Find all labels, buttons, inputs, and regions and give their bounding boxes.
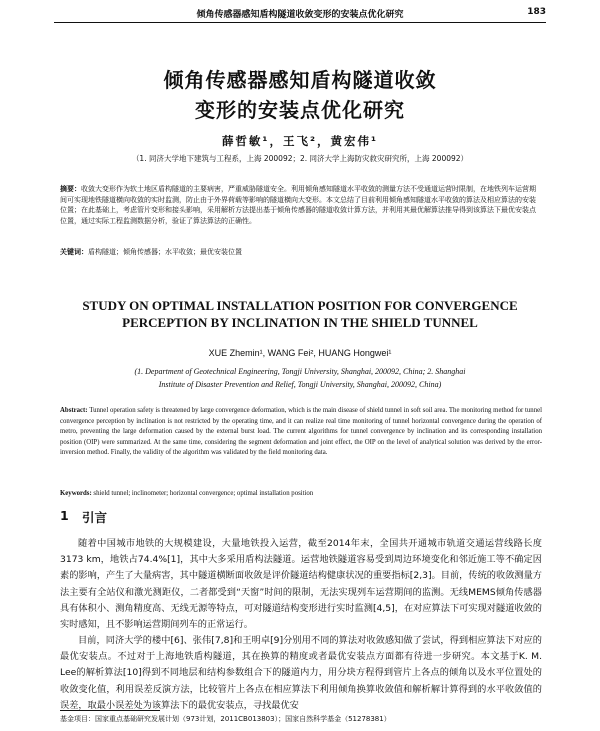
en-abstract — [60, 406, 542, 459]
zh-keywords-label: 关键词： — [60, 248, 88, 256]
en-affiliation-line1: (1. Department of Geotechnical Engineering, Tongji University, Shanghai, 200092, China; 2. Shanghai — [134, 367, 466, 376]
en-abstract-label: Abstract: — [60, 407, 88, 414]
en-keywords — [60, 490, 542, 497]
zh-keywords — [60, 247, 542, 257]
zh-authors: 薛哲敏¹，王飞²，黄宏伟¹ — [221, 134, 379, 148]
section-title: 引言 — [82, 510, 108, 525]
zh-keywords-text: 盾构隧道；倾角传感器；水平收敛；最优安装位置 — [88, 248, 242, 256]
en-keywords-text: shield tunnel; inclinometer; horizontal convergence; optimal installation position — [93, 490, 314, 497]
header-rule — [54, 22, 546, 23]
body-paragraph-2: 目前，同济大学的楼中[6]、张伟[7,8]和王明卓[9]分别用不同的算法对收敛感知做了尝试，得到相应算法下对应的最优安装点。不过对于上海地铁盾构隧道，其在换算的精度或者最优安装点方面都有待进一步研究。本文基于K. M. Lee的解析算法[10]得到不同地层和结构参数组合下的隧道内力，用分块方程得到管片上各点的倾角以及水平位置处的收敛变化值，利用误差反演方法，比较管片上各点在相应算法下利用倾角换算收敛值和解析解计算得到的水平收敛值的误差，取最小误差处为该算法下的最优安装点，寻找最优安 — [60, 635, 542, 711]
running-header — [0, 0, 600, 22]
footnote: 基金项目：国家重点基础研究发展计划（973计划，2011CB013803）；国家自然科学基金（51278381） — [60, 715, 391, 723]
en-authors: XUE Zhemin¹, WANG Fei², HUANG Hongwei¹ — [208, 348, 392, 358]
page-number: 183 — [527, 7, 546, 17]
zh-title-line2: 变形的安装点优化研究 — [195, 98, 405, 122]
en-title-line2: PERCEPTION BY INCLINATION IN THE SHIELD TUNNEL — [122, 315, 478, 330]
running-title: 倾角传感器感知盾构隧道收敛变形的安装点优化研究 — [196, 10, 404, 20]
en-abstract-text: Tunnel operation safety is threatened by large convergence deformation, which is the main disease of shield tunnel in soft soil area. The monitoring method for tunnel convergence perception by inclination is not restricted by the operating time, and it can realize real time monitoring of tunnel horizontal convergence during the operation of metro, preventing the large deformation caused by the external burst load. The current algorithms for tunnel convergence by inclination and its corresponding installation position (OIP) were summarized. At the same time, considering the segment deformation and joint effect, the OIP on the level of analytical solution was derived by the error-inversion method. Finally, the validity of the algorithm was validated by the field monitoring data. — [60, 407, 542, 457]
zh-affiliation: （1. 同济大学地下建筑与工程系，上海 200092；2. 同济大学上海防灾救灾研究所，上海 200092） — [131, 154, 469, 163]
section-number: 1 — [60, 508, 69, 523]
zh-abstract-text: 收敛大变形作为软土地区盾构隧道的主要病害，严重威胁隧道安全。利用倾角感知隧道水平收敛的测量方法不受通道运营时限制，在地铁列车运营期间可实现地铁隧道横向收敛的实时监测，防止由于外界荷载等影响的隧道横向大变形。本文总结了目前利用倾角感知隧道水平收敛的算法及相应算法的安装位置；在此基础上，考虑管片变形和接头影响，采用解析方法提出基于倾角传感器的隧道收敛计算方法，并利用其最优解算法推导得到该算法下最优安装点位置，通过实际工程监测数据分析，验证了算法算法的正确性。 — [60, 185, 536, 225]
en-title-line1: STUDY ON OPTIMAL INSTALLATION POSITION FOR CONVERGENCE — [82, 298, 518, 313]
zh-title-line1: 倾角传感器感知盾构隧道收敛 — [163, 68, 437, 92]
body-paragraph-1: 随着中国城市地铁的大规模建设，大量地铁投入运营，截至2014年末，全国共开通城市轨道交通运营线路长度3173 km，地铁占74.4%[1]，其中大多采用盾构法隧道。运营地铁隧道容易受到周边环境变化和邻近施工等不确定因素的影响，产生了大量病害，其中隧道横断面收敛是评价隧道结构健康状况的重要指标[2,3]。目前，传统的收敛测量方法主要有全站仪和激光测距仪，二者都受到“天窗”时间的限制，无法实现列车运营期间的监测。无线MEMS倾角传感器具有体积小、测角精度高、无线无源等特点，可对隧道结构变形进行实时监测[4,5]，在对应算法下可实现对隧道收敛的实时感知，且不影响运营期间列车的正常运行。 — [60, 538, 542, 631]
zh-abstract — [60, 184, 542, 226]
footnote-rule — [60, 710, 160, 711]
en-affiliation-line2: Institute of Disaster Prevention and Relief, Tongji University, Shanghai, 200092, China) — [158, 380, 442, 389]
zh-abstract-label: 摘要： — [60, 185, 81, 193]
en-keywords-label: Keywords: — [60, 490, 92, 497]
